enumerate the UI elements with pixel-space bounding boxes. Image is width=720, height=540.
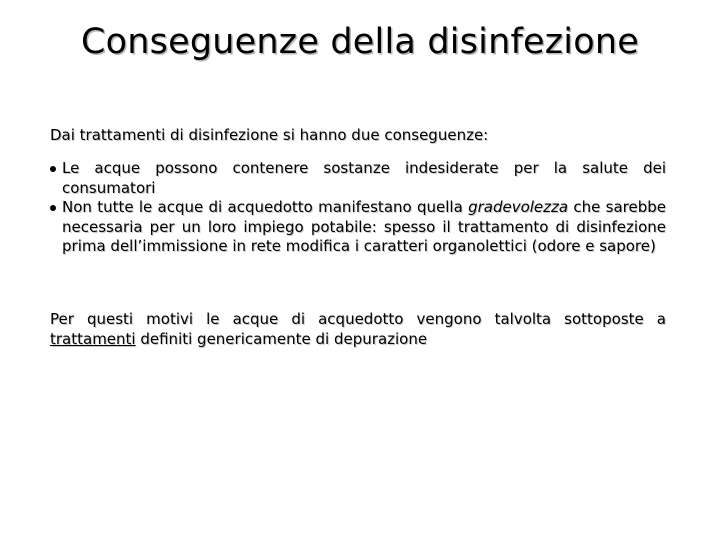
bullet-text-start: Non tutte le acque di acquedotto manifestano quella <box>62 198 469 216</box>
bullet-dot-icon <box>50 205 56 211</box>
conclusion-end: definiti genericamente di depurazione <box>135 329 428 348</box>
conclusion-start: Per questi motivi le acque di acquedotto vengono talvolta sottoposte a <box>50 310 666 328</box>
bullet-list <box>50 159 666 257</box>
intro-text: Dai trattamenti di disinfezione si hanno due conseguenze: <box>50 126 489 144</box>
trattamenti-link[interactable]: trattamenti <box>50 329 136 348</box>
bullet-text: Le acque possono contenere sostanze indesiderate per la salute dei consumatori <box>62 159 666 197</box>
conclusion-text <box>50 310 666 349</box>
bullet-dot-icon <box>50 166 56 172</box>
bullet-item <box>50 159 666 198</box>
bullet-emphasis: gradevolezza <box>468 198 569 216</box>
bullet-item <box>50 198 666 257</box>
bullet-text-end: che sarebbe necessaria per un loro impiego potabile: spesso il trattamento di disinfezione prima dell’immissione in rete modifica i caratteri organolettici (odore e sapore) <box>62 198 666 255</box>
slide-title: Conseguenze della disinfezione <box>81 22 639 62</box>
